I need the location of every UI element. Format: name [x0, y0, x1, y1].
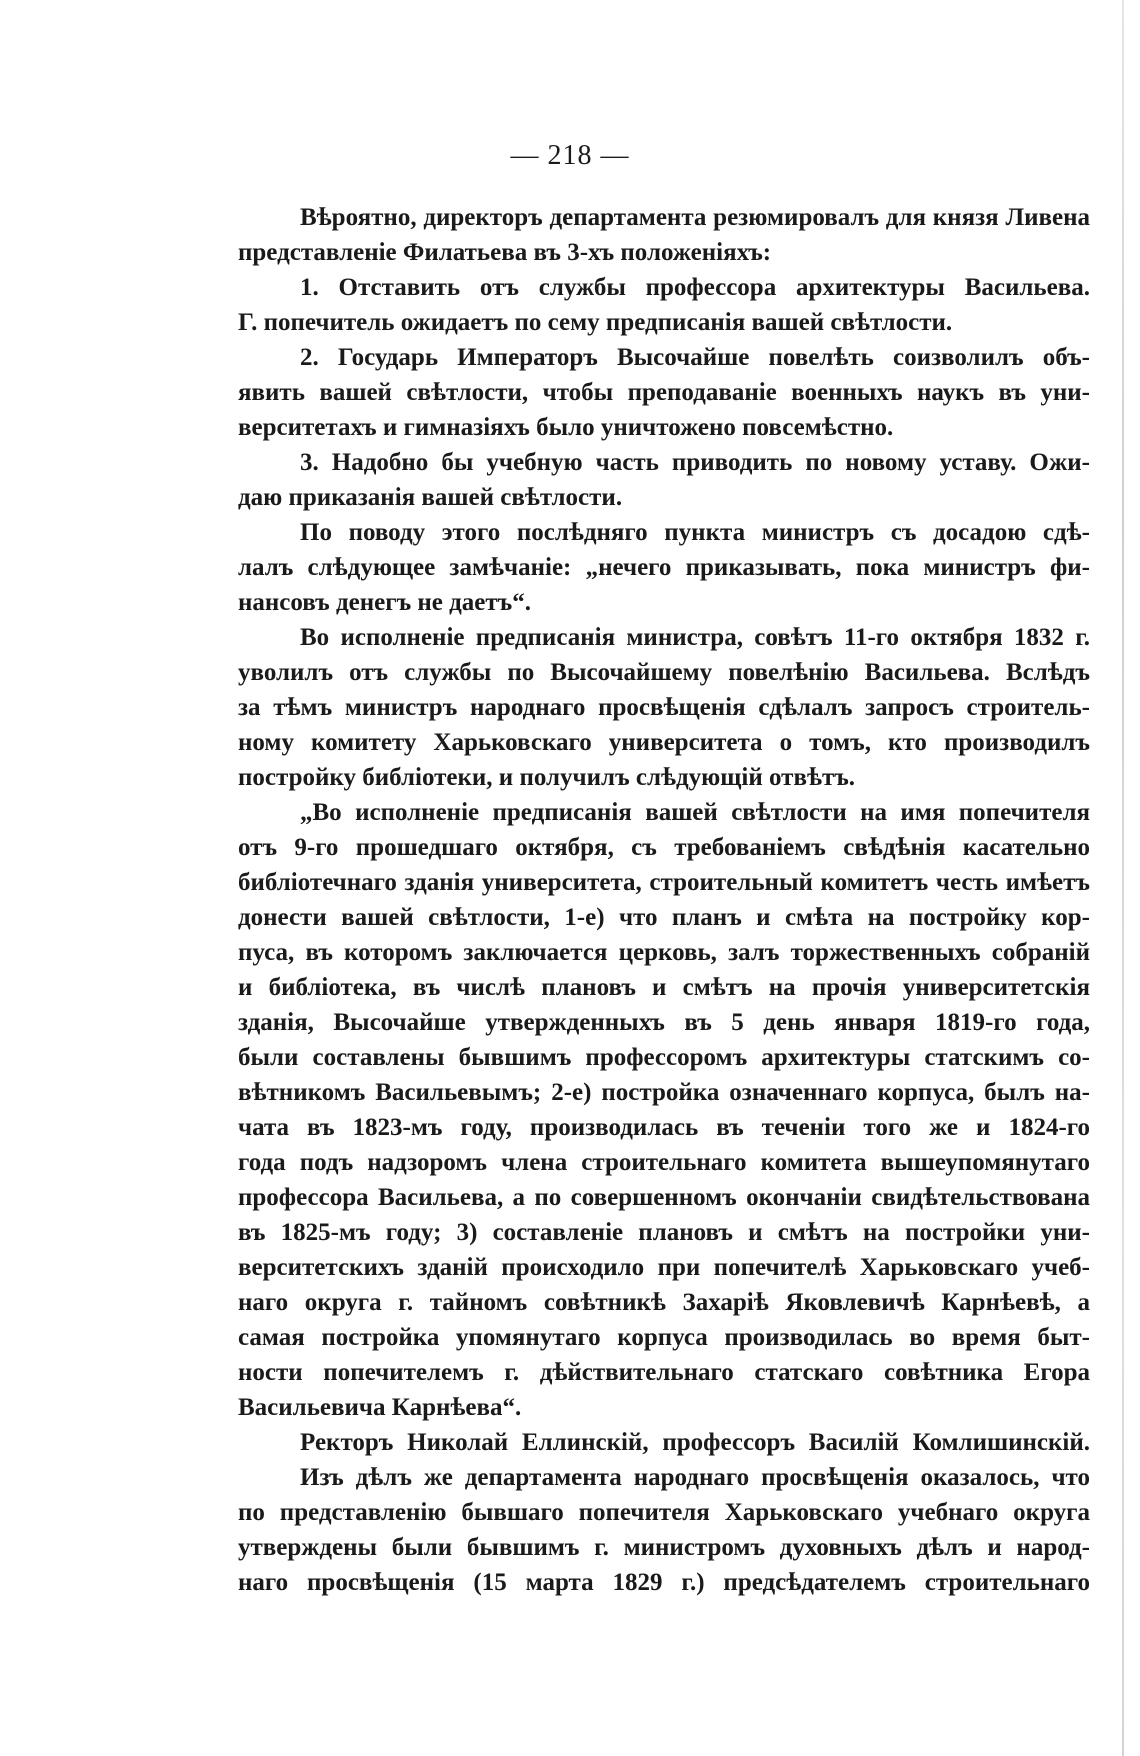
text-line: лалъ слѣдующее замѣчаніе: „нечего приказывать, пока министръ фи- — [238, 554, 1090, 581]
text-line: Вѣроятно, директоръ департамента резюмировалъ для князя Ливена — [300, 204, 1090, 231]
text-line: Васильевича Карнѣева“. — [238, 1394, 522, 1421]
text-line: вѣтникомъ Васильевымъ; 2-е) постройка означеннаго корпуса, былъ на- — [238, 1079, 1090, 1106]
text-line: въ 1825-мъ году; 3) составленіе плановъ и смѣтъ на постройки уни- — [238, 1219, 1090, 1246]
text-line: чата въ 1823-мъ году, производилась въ теченіи того же и 1824-го — [238, 1114, 1090, 1141]
text-line: самая постройка упомянутаго корпуса производилась во время быт- — [238, 1324, 1090, 1351]
text-line: „Во исполненіе предписанія вашей свѣтлости на имя попечителя — [300, 799, 1090, 826]
text-line: Изъ дѣлъ же департамента народнаго просвѣщенія оказалось, что — [300, 1464, 1090, 1491]
text-line: верситетскихъ зданій происходило при попечителѣ Харьковскаго учеб- — [238, 1254, 1090, 1281]
text-line: профессора Васильева, а по совершенномъ окончаніи свидѣтельствована — [238, 1184, 1090, 1211]
text-line: явить вашей свѣтлости, чтобы преподаваніе военныхъ наукъ въ уни- — [238, 379, 1090, 406]
text-line: представленіе Филатьева въ 3-хъ положеніяхъ: — [238, 239, 772, 266]
text-line: донести вашей свѣтлости, 1-е) что планъ и смѣта на постройку кор- — [238, 904, 1090, 931]
text-line: 3. Надобно бы учебную часть приводить по новому уставу. Ожи- — [300, 449, 1090, 476]
text-line: утверждены были бывшимъ г. министромъ духовныхъ дѣлъ и народ- — [238, 1534, 1090, 1561]
text-line: уволилъ отъ службы по Высочайшему повелѣнію Васильева. Вслѣдъ — [238, 659, 1090, 686]
text-line: пуса, въ которомъ заключается церковь, залъ торжественныхъ собраній — [238, 939, 1090, 966]
body-text — [238, 200, 1090, 1600]
text-line: 1. Отставить отъ службы профессора архитектуры Васильева. — [300, 274, 1090, 301]
text-line: библіотечнаго зданія университета, строительный комитетъ честь имѣетъ — [238, 869, 1090, 896]
text-line: были составлены бывшимъ профессоромъ архитектуры статскимъ со- — [238, 1044, 1090, 1071]
text-line: даю приказанія вашей свѣтлости. — [238, 484, 623, 511]
text-line: Во исполненіе предписанія министра, совѣтъ 11-го октября 1832 г. — [300, 624, 1090, 651]
text-line: нансовъ денегъ не даетъ“. — [238, 589, 532, 616]
text-line: года подъ надзоромъ члена строительнаго комитета вышеупомянутаго — [238, 1149, 1090, 1176]
text-line: наго просвѣщенія (15 марта 1829 г.) предсѣдателемъ строительнаго — [238, 1569, 1090, 1596]
text-line: Г. попечитель ожидаетъ по сему предписанія вашей свѣтлости. — [238, 309, 953, 336]
text-line: Ректоръ Николай Еллинскій, профессоръ Василій Комлишинскій. — [300, 1429, 1090, 1456]
text-line: верситетахъ и гимназіяхъ было уничтожено повсемѣстно. — [238, 414, 894, 441]
text-line: постройку библіотеки, и получилъ слѣдующій отвѣтъ. — [238, 764, 856, 791]
text-line: отъ 9-го прошедшаго октября, съ требованіемъ свѣдѣнія касательно — [238, 834, 1090, 861]
text-line: ности попечителемъ г. дѣйствительнаго статскаго совѣтника Егора — [238, 1359, 1090, 1386]
page-number: — 218 — — [510, 140, 630, 171]
text-line: По поводу этого послѣдняго пункта министръ съ досадою сдѣ- — [300, 519, 1090, 546]
scan-edge-line — [1122, 0, 1124, 1756]
text-line: зданія, Высочайше утвержденныхъ въ 5 день января 1819-го года, — [238, 1009, 1090, 1036]
text-line: ному комитету Харьковскаго университета о томъ, кто производилъ — [238, 729, 1090, 756]
text-line: и библіотека, въ числѣ плановъ и смѣтъ на прочія университетскія — [238, 974, 1090, 1001]
text-line: 2. Государь Императоръ Высочайше повелѣть соизволилъ объ- — [300, 344, 1090, 371]
text-line: за тѣмъ министръ народнаго просвѣщенія сдѣлалъ запросъ строитель- — [238, 694, 1090, 721]
text-line: наго округа г. тайномъ совѣтникѣ Захаріѣ Яковлевичѣ Карнѣевѣ, а — [238, 1289, 1090, 1316]
text-line: по представленію бывшаго попечителя Харьковскаго учебнаго округа — [238, 1499, 1090, 1526]
